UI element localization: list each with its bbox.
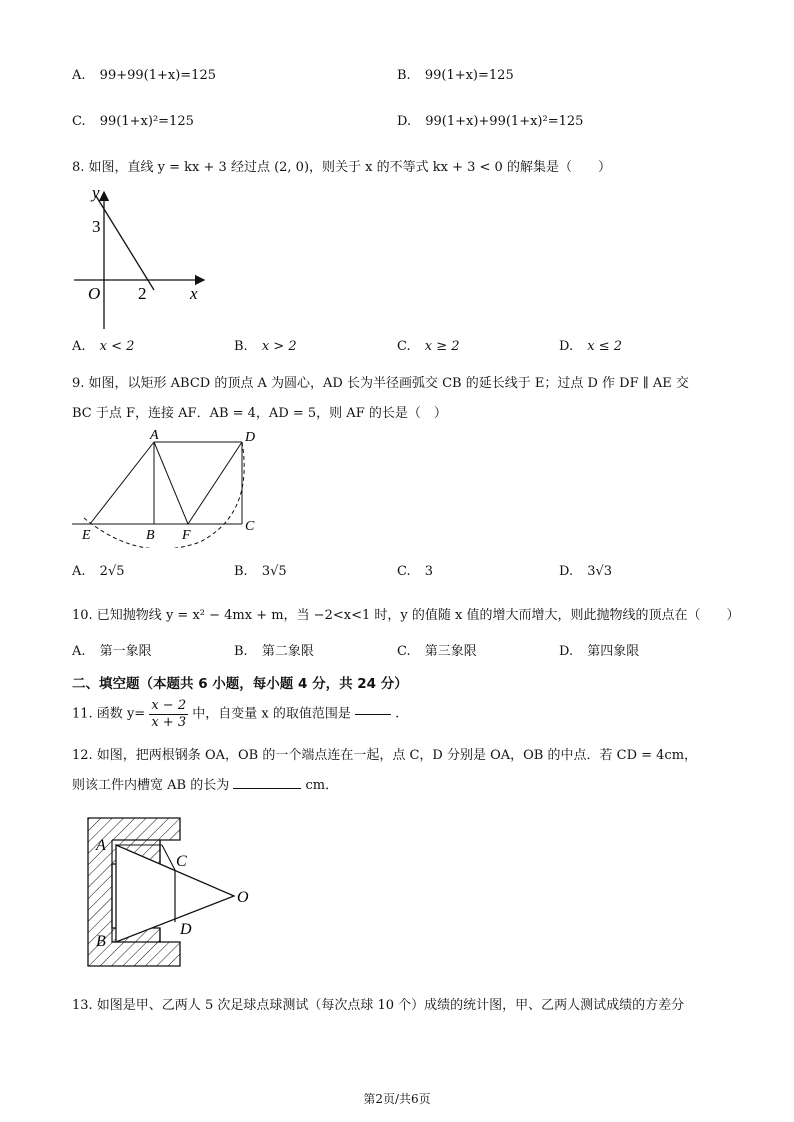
option-letter: A. xyxy=(72,68,86,83)
q10-option-b xyxy=(234,640,314,659)
option-letter: A. xyxy=(72,564,86,579)
option-text: 2√5 xyxy=(99,564,125,579)
q9-option-a xyxy=(72,564,125,579)
option-text: x < 2 xyxy=(99,339,135,354)
q9-option-b xyxy=(234,564,287,579)
q7-option-c xyxy=(72,114,194,129)
line-graph xyxy=(96,196,154,290)
q11-denominator: x + 3 xyxy=(151,714,187,730)
option-letter: B. xyxy=(234,339,248,354)
q8-figure xyxy=(70,184,220,334)
x-intercept-label: 2 xyxy=(138,284,147,303)
section-title: 二、填空题（本题共 6 小题，每小题 4 分，共 24 分） xyxy=(72,676,408,692)
q10-option-d xyxy=(559,640,639,659)
label-a: A xyxy=(96,837,106,854)
option-text: x ≥ 2 xyxy=(424,339,460,354)
option-letter: D. xyxy=(559,339,574,354)
option-text: x ≤ 2 xyxy=(587,339,622,354)
q8-option-d xyxy=(559,339,622,354)
label-d: D xyxy=(180,921,192,938)
segment-df xyxy=(188,442,242,524)
origin-label: O xyxy=(88,284,101,303)
option-text: 3√5 xyxy=(261,564,287,579)
label-b: B xyxy=(96,933,106,950)
option-expr: 99(1+x)=125 xyxy=(424,68,514,83)
q9-stem-line2: BC 于点 F，连接 AF．AB = 4，AD = 5，则 AF 的长是（ ） xyxy=(72,406,447,421)
option-text: x > 2 xyxy=(261,339,297,354)
option-letter: B. xyxy=(397,68,411,83)
option-letter: A. xyxy=(72,339,86,354)
option-letter: C. xyxy=(397,644,411,659)
option-letter: C. xyxy=(72,114,86,129)
option-text: 第四象限 xyxy=(587,644,640,659)
y-intercept-label: 3 xyxy=(92,217,101,236)
q12-figure xyxy=(84,812,264,972)
q7-option-b xyxy=(397,68,514,83)
q11-answer-blank[interactable] xyxy=(355,714,391,715)
option-letter: C. xyxy=(397,564,411,579)
option-text: 第二象限 xyxy=(261,644,314,659)
q12-line2-suffix: cm． xyxy=(305,778,339,793)
q11-prefix: 11. 函数 y= xyxy=(72,706,146,722)
q11-numerator: x − 2 xyxy=(151,698,187,713)
q10-stem: 10. 已知抛物线 y = x² − 4mx + m，当 −2<x<1 时，y 的值随 x 值的增大而增大，则此抛物线的顶点在（ ） xyxy=(72,608,740,623)
option-letter: D. xyxy=(559,564,574,579)
option-letter: C. xyxy=(397,339,411,354)
option-text: 3 xyxy=(424,564,434,579)
q11-end: . xyxy=(395,706,400,722)
option-expr: 99(1+x)²=125 xyxy=(99,114,194,129)
q7-option-a xyxy=(72,68,216,83)
option-text: 第一象限 xyxy=(99,644,152,659)
q11 xyxy=(72,698,399,730)
q8-option-b xyxy=(234,339,297,354)
option-letter: B. xyxy=(234,644,248,659)
q8-option-a xyxy=(72,339,134,354)
option-expr: 99(1+x)+99(1+x)²=125 xyxy=(425,114,584,129)
q12-line1: 12. 如图，把两根钢条 OA，OB 的一个端点连在一起，点 C，D 分别是 OA，OB 的中点．若 CD = 4cm， xyxy=(72,748,698,763)
option-text: 3√3 xyxy=(587,564,613,579)
q11-suffix: 中，自变量 x 的取值范围是 xyxy=(192,706,351,722)
q10-option-a xyxy=(72,640,152,659)
q9-option-c xyxy=(397,564,433,579)
q12-line2-prefix: 则该工件内槽宽 AB 的长为 xyxy=(72,778,230,793)
q11-fraction xyxy=(149,698,188,730)
option-expr: 99+99(1+x)=125 xyxy=(99,68,216,83)
label-c: C xyxy=(245,519,255,534)
y-axis-label: y xyxy=(92,184,100,202)
q9-stem-line1: 9. 如图，以矩形 ABCD 的顶点 A 为圆心，AD 长为半径画弧交 CB 的延长线于 E；过点 D 作 DF ∥ AE 交 xyxy=(72,376,689,391)
option-text: 第三象限 xyxy=(424,644,477,659)
q8-stem: 8. 如图，直线 y = kx + 3 经过点 (2, 0)，则关于 x 的不等式 kx + 3 < 0 的解集是（ ） xyxy=(72,160,611,175)
label-o: O xyxy=(237,889,249,906)
label-c: C xyxy=(176,853,187,870)
segment-af xyxy=(154,442,188,524)
option-letter: D. xyxy=(397,114,412,129)
q9-figure xyxy=(70,426,270,548)
q13-stem: 13. 如图是甲、乙两人 5 次足球点球测试（每次点球 10 个）成绩的统计图，甲、乙两人测试成绩的方差分 xyxy=(72,998,685,1013)
q9-option-d xyxy=(559,564,612,579)
q12-line2 xyxy=(72,774,338,793)
arc-ed xyxy=(84,442,244,548)
q10-option-c xyxy=(397,640,477,659)
x-axis-label: x xyxy=(190,284,198,303)
label-a: A xyxy=(150,428,159,443)
option-letter: B. xyxy=(234,564,248,579)
label-e: E xyxy=(82,528,91,543)
option-letter: A. xyxy=(72,644,86,659)
label-b: B xyxy=(146,528,155,543)
q12-answer-blank[interactable] xyxy=(233,788,301,789)
page-number: 第2页/共6页 xyxy=(363,1092,431,1106)
segment-ae xyxy=(90,442,154,524)
q7-option-d xyxy=(397,114,583,129)
q8-option-c xyxy=(397,339,460,354)
label-f: F xyxy=(182,528,191,543)
label-d: D xyxy=(245,430,256,445)
option-letter: D. xyxy=(559,644,574,659)
